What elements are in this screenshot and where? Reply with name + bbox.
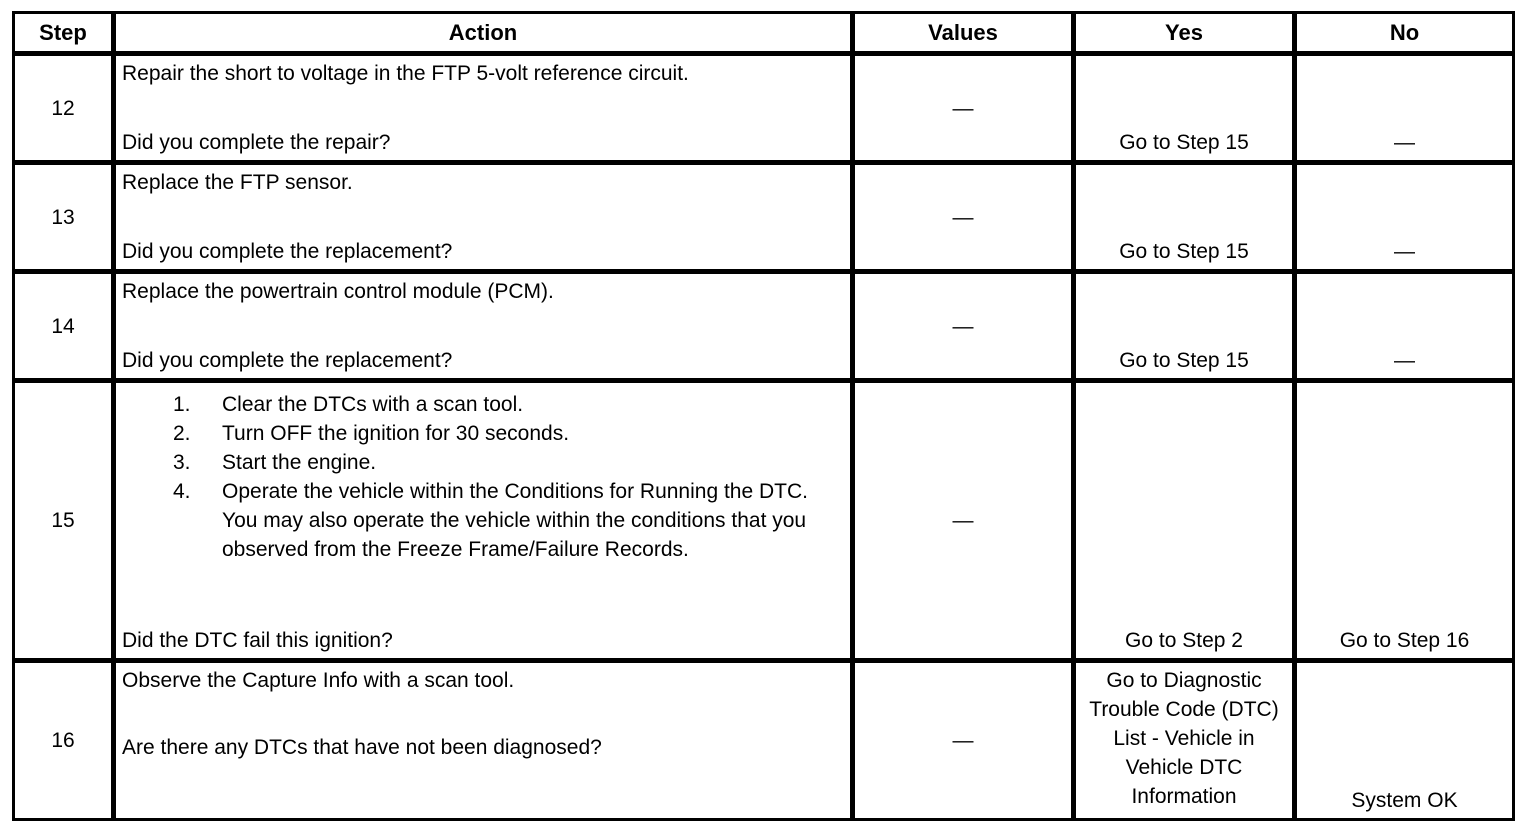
step-number: 4. xyxy=(173,480,191,503)
header-step: Step xyxy=(15,14,111,51)
action-cell xyxy=(116,663,850,818)
no-cell: System OK xyxy=(1297,663,1512,818)
yes-cell: Go to Step 15 xyxy=(1076,165,1292,269)
action-cell xyxy=(116,165,850,269)
step-cell: 13 xyxy=(15,165,111,269)
list-item xyxy=(173,390,850,419)
step-cell: 14 xyxy=(15,274,111,378)
values-cell: — xyxy=(855,274,1071,378)
step-text: Turn OFF the ignition for 30 seconds. xyxy=(222,422,570,445)
header-action: Action xyxy=(116,14,850,51)
header-no: No xyxy=(1297,14,1512,51)
action-question: Did you complete the repair? xyxy=(122,131,391,154)
action-question: Did the DTC fail this ignition? xyxy=(122,629,393,652)
diagnostic-table xyxy=(12,11,1515,821)
numbered-steps xyxy=(173,390,850,564)
action-question: Did you complete the replacement? xyxy=(122,240,453,263)
step-cell: 12 xyxy=(15,56,111,160)
action-text: Repair the short to voltage in the FTP 5-volt reference circuit. xyxy=(122,62,689,85)
list-item xyxy=(173,477,850,564)
header-values: Values xyxy=(855,14,1071,51)
no-cell: — xyxy=(1297,274,1512,378)
no-cell: — xyxy=(1297,165,1512,269)
step-number: 1. xyxy=(173,393,191,416)
no-cell: — xyxy=(1297,56,1512,160)
action-text: Replace the FTP sensor. xyxy=(122,171,353,194)
action-cell xyxy=(116,274,850,378)
step-cell: 15 xyxy=(15,383,111,658)
values-cell: — xyxy=(855,56,1071,160)
list-item xyxy=(173,419,850,448)
dtc-list-link[interactable]: Go to Diagnostic Trouble Code (DTC) List - Vehicle in Vehicle DTC Information xyxy=(1089,669,1279,808)
action-text: Replace the powertrain control module (PCM). xyxy=(122,280,554,303)
action-question: Did you complete the replacement? xyxy=(122,349,453,372)
values-cell: — xyxy=(855,663,1071,818)
yes-cell: Go to Step 15 xyxy=(1076,56,1292,160)
yes-cell: Go to Step 15 xyxy=(1076,274,1292,378)
step-number: 3. xyxy=(173,451,191,474)
step-text: Clear the DTCs with a scan tool. xyxy=(222,393,524,416)
step-number: 2. xyxy=(173,422,191,445)
values-cell: — xyxy=(855,383,1071,658)
action-cell xyxy=(116,383,850,658)
list-item xyxy=(173,448,850,477)
action-cell xyxy=(116,56,850,160)
yes-cell: Go to Step 2 xyxy=(1076,383,1292,658)
action-text: Observe the Capture Info with a scan tool. xyxy=(122,669,515,692)
step-cell: 16 xyxy=(15,663,111,818)
header-yes: Yes xyxy=(1076,14,1292,51)
yes-cell xyxy=(1076,663,1292,818)
no-cell: Go to Step 16 xyxy=(1297,383,1512,658)
action-question: Are there any DTCs that have not been diagnosed? xyxy=(122,736,602,759)
step-text: Operate the vehicle within the Conditions for Running the DTC. You may also operate the vehicle within the conditions that you observed from the Freeze Frame/Failure Records. xyxy=(222,480,808,561)
step-text: Start the engine. xyxy=(222,451,377,474)
values-cell: — xyxy=(855,165,1071,269)
